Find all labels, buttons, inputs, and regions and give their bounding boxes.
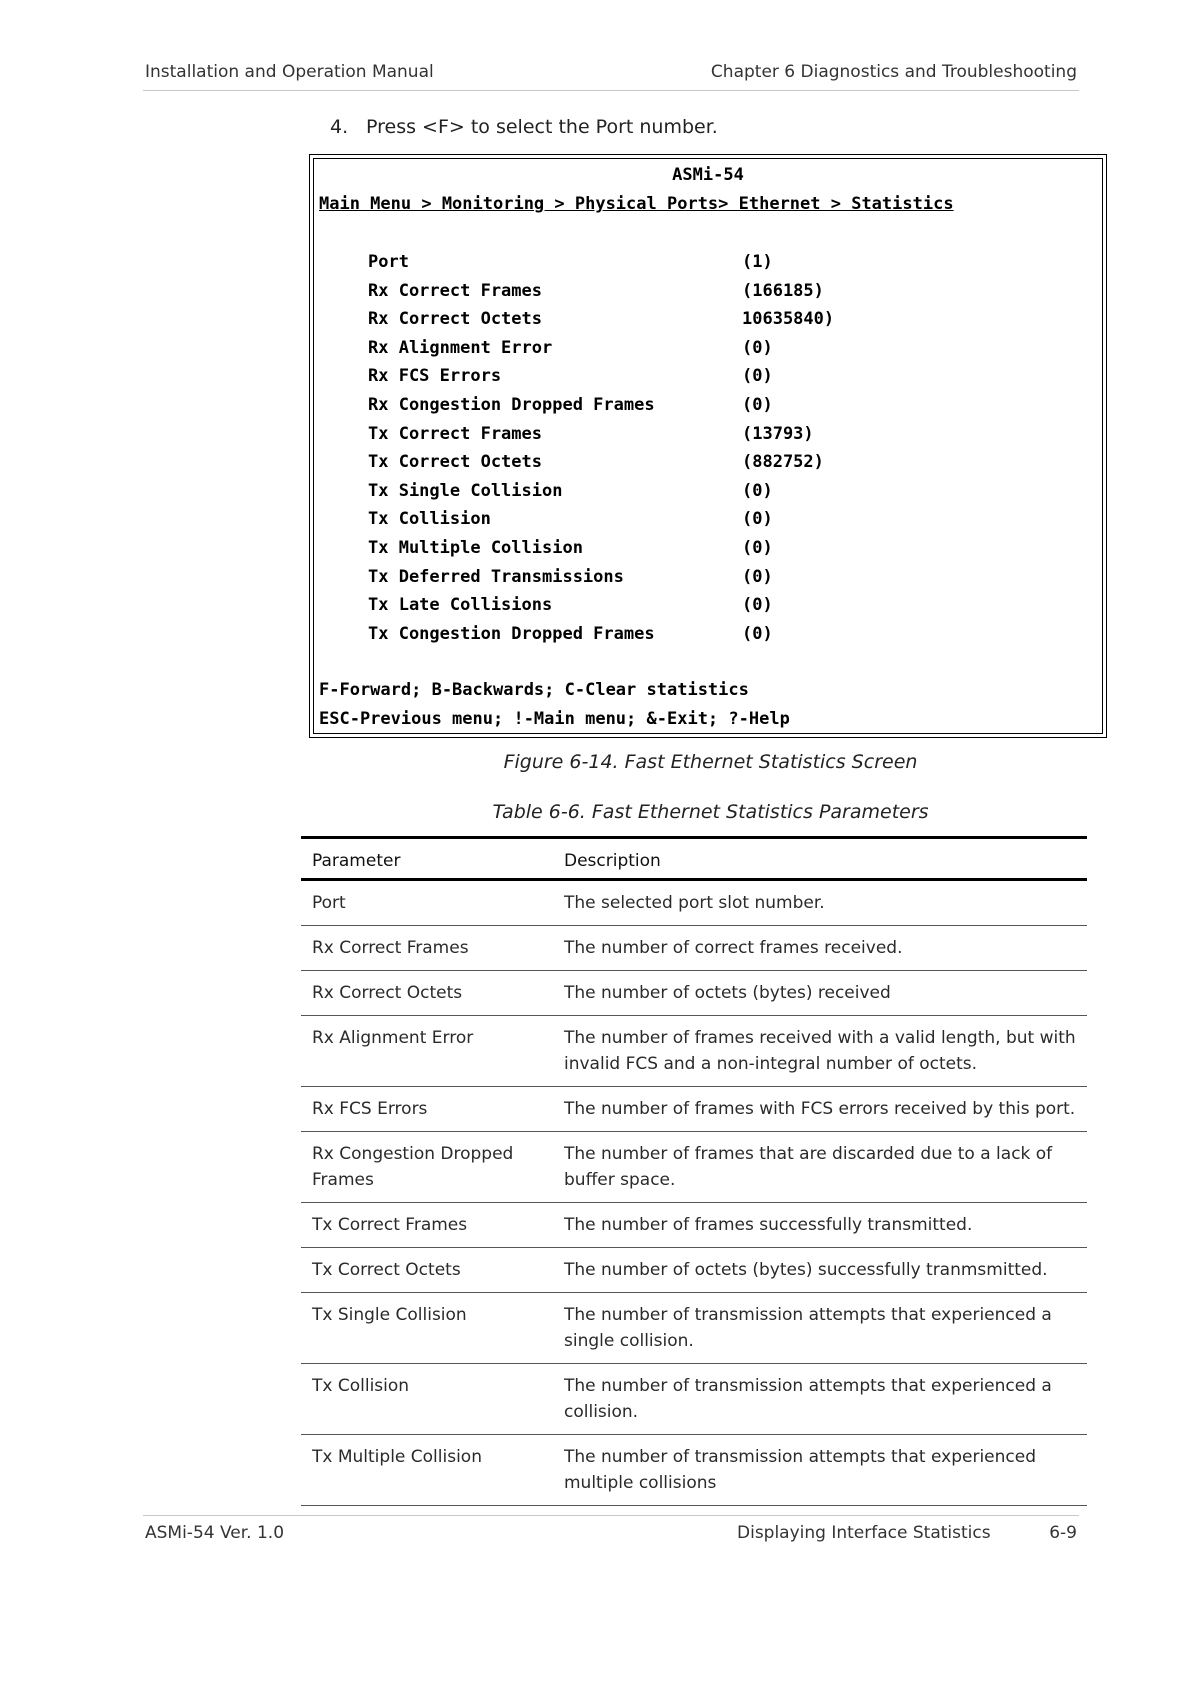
- stat-label: Port: [368, 252, 409, 272]
- stat-label: Rx Correct Octets: [368, 309, 542, 330]
- procedure-step: [330, 116, 718, 138]
- stat-label: Tx Correct Octets: [368, 452, 542, 473]
- table-row: [301, 926, 1087, 971]
- parameter-cell: Tx Correct Octets: [301, 1248, 553, 1293]
- parameter-cell: Rx Alignment Error: [301, 1016, 553, 1087]
- stat-label: Tx Late Collisions: [368, 595, 553, 616]
- footer-page-number: 6-9: [1049, 1523, 1077, 1543]
- table-row: [301, 971, 1087, 1016]
- step-number: 4.: [330, 116, 349, 138]
- stat-value: (882752): [742, 452, 824, 473]
- parameters-table: [301, 836, 1087, 1506]
- table-body: [301, 880, 1087, 1506]
- description-cell: The number of frames successfully transmitted.: [553, 1203, 1087, 1248]
- footer-section-title: Displaying Interface Statistics: [737, 1523, 991, 1543]
- column-header-parameter: Parameter: [301, 838, 553, 880]
- figure-caption: Figure 6-14. Fast Ethernet Statistics Screen: [503, 751, 918, 773]
- stat-value: (13793): [742, 423, 814, 444]
- terminal-screen-figure: [309, 154, 1107, 738]
- table-row: [301, 1203, 1087, 1248]
- stat-label: Tx Multiple Collision: [368, 538, 583, 558]
- stat-value: (0): [742, 480, 773, 501]
- table-row: [301, 880, 1087, 926]
- description-cell: The number of frames that are discarded due to a lack of buffer space.: [553, 1132, 1087, 1203]
- description-cell: The number of octets (bytes) successfully tranmsmitted.: [553, 1248, 1087, 1293]
- description-cell: The number of transmission attempts that experienced a collision.: [553, 1364, 1087, 1435]
- table-row: [301, 1016, 1087, 1087]
- parameter-cell: Rx Congestion Dropped Frames: [301, 1132, 553, 1203]
- stat-label: Rx Congestion Dropped Frames: [368, 395, 655, 415]
- parameter-cell: Rx Correct Frames: [301, 926, 553, 971]
- terminal-screen: [313, 158, 1103, 734]
- description-cell: The number of frames with FCS errors received by this port.: [553, 1087, 1087, 1132]
- table-row: [301, 1132, 1087, 1203]
- description-cell: The number of octets (bytes) received: [553, 971, 1087, 1016]
- parameter-cell: Tx Multiple Collision: [301, 1435, 553, 1506]
- table-header-row: [301, 838, 1087, 880]
- header-chapter-title: Chapter 6 Diagnostics and Troubleshooting: [710, 62, 1077, 82]
- parameter-cell: Tx Correct Frames: [301, 1203, 553, 1248]
- step-text: Press <F> to select the Port number.: [366, 116, 718, 138]
- description-cell: The number of transmission attempts that experienced multiple collisions: [553, 1435, 1087, 1506]
- stat-value: (0): [742, 538, 773, 558]
- screen-menu-path: Main Menu > Monitoring > Physical Ports> Ethernet > Statistics: [319, 194, 954, 214]
- parameter-cell: Port: [301, 880, 553, 926]
- stat-value: (0): [742, 366, 773, 387]
- stat-value: (0): [742, 395, 773, 415]
- stat-label: Tx Deferred Transmissions: [368, 566, 624, 587]
- parameter-cell: Tx Collision: [301, 1364, 553, 1435]
- stat-value: (1): [742, 252, 773, 272]
- table-row: [301, 1087, 1087, 1132]
- stat-value: (0): [742, 509, 773, 530]
- stat-label: Tx Single Collision: [368, 480, 563, 501]
- stat-value: (0): [742, 337, 773, 358]
- page-header: [143, 62, 1079, 91]
- table-row: [301, 1293, 1087, 1364]
- stat-value: (0): [742, 623, 773, 644]
- description-cell: The number of correct frames received.: [553, 926, 1087, 971]
- description-cell: The number of transmission attempts that experienced a single collision.: [553, 1293, 1087, 1364]
- screen-help-line-1: F-Forward; B-Backwards; C-Clear statistics: [319, 680, 749, 700]
- parameter-cell: Rx FCS Errors: [301, 1087, 553, 1132]
- description-cell: The selected port slot number.: [553, 880, 1087, 926]
- column-header-description: Description: [553, 838, 1087, 880]
- header-manual-title: Installation and Operation Manual: [145, 62, 434, 82]
- screen-help-line-2: ESC-Previous menu; !-Main menu; &-Exit; ?-Help: [319, 709, 790, 729]
- stat-label: Rx Alignment Error: [368, 337, 553, 358]
- stat-value: 10635840): [742, 309, 835, 330]
- description-cell: The number of frames received with a valid length, but with invalid FCS and a non-integral number of octets.: [553, 1016, 1087, 1087]
- table-row: [301, 1435, 1087, 1506]
- table-row: [301, 1364, 1087, 1435]
- table-caption: Table 6-6. Fast Ethernet Statistics Parameters: [492, 801, 929, 823]
- stat-label: Tx Correct Frames: [368, 423, 542, 444]
- table-row: [301, 1248, 1087, 1293]
- stat-value: (0): [742, 566, 773, 587]
- screen-title: ASMi-54: [672, 165, 744, 185]
- page-footer: [143, 1515, 1079, 1546]
- stat-label: Rx FCS Errors: [368, 366, 502, 387]
- parameter-cell: Rx Correct Octets: [301, 971, 553, 1016]
- stat-label: Tx Collision: [368, 509, 491, 530]
- stat-value: (166185): [742, 280, 824, 301]
- parameter-cell: Tx Single Collision: [301, 1293, 553, 1364]
- stat-label: Rx Correct Frames: [368, 280, 542, 301]
- stat-value: (0): [742, 595, 773, 616]
- stat-label: Tx Congestion Dropped Frames: [368, 623, 655, 644]
- footer-product-version: ASMi-54 Ver. 1.0: [145, 1523, 285, 1543]
